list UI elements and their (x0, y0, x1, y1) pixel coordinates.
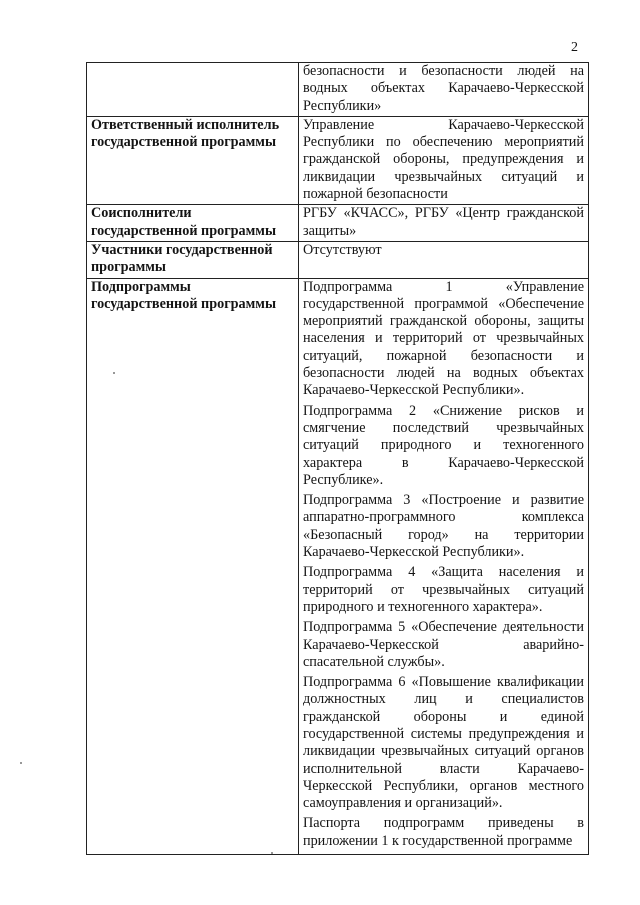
subprogram-item: Подпрограмма 5 «Обеспечение деятельности Карачаево-Черкесской аварийно-спасательной службы». (303, 619, 584, 670)
scan-speck (271, 852, 273, 854)
page-number: 2 (571, 40, 578, 55)
program-passport-table (86, 62, 589, 855)
table-row (87, 241, 589, 278)
subprogram-item: Подпрограмма 2 «Снижение рисков и смягчение последствий чрезвычайных ситуаций природного и техногенного характера в Карачаево-Черкесской Республике». (303, 402, 584, 488)
row-label (87, 63, 299, 117)
table-row (87, 278, 589, 854)
table-row (87, 63, 589, 117)
table-row (87, 205, 589, 242)
row-label: Подпрограммы государственной программы (87, 278, 299, 854)
subprogram-item: Подпрограмма 1 «Управление государственной программой «Обеспечение мероприятий гражданской обороны, защиты населения и территорий от чрезвычайных ситуаций, пожарной безопасности и безопасности людей на водных объектах Карачаево-Черкесской Республики». (303, 278, 584, 399)
row-label: Ответственный исполнитель государственной программы (87, 116, 299, 204)
subprogram-item: Подпрограмма 3 «Построение и развитие аппаратно-программного комплекса «Безопасный город» на территории Карачаево-Черкесской Республики». (303, 492, 584, 561)
row-content: безопасности и безопасности людей на водных объектах Карачаево-Черкесской Республики» (299, 63, 589, 117)
row-label: Соисполнители государственной программы (87, 205, 299, 242)
table-row (87, 116, 589, 204)
subprograms-passport-note: Паспорта подпрограмм приведены в приложении 1 к государственной программе (303, 815, 584, 849)
row-content: РГБУ «КЧАСС», РГБУ «Центр гражданской защиты» (299, 205, 589, 242)
subprogram-item: Подпрограмма 4 «Защита населения и территорий от чрезвычайных ситуаций природного и техногенного характера». (303, 564, 584, 615)
scan-speck (113, 372, 115, 374)
subprograms-list (299, 278, 589, 854)
subprogram-item: Подпрограмма 6 «Повышение квалификации должностных лиц и специалистов гражданской обороны и единой государственной системы предупреждения и ликвидации чрезвычайных ситуаций органов исполнительной власти Карачаево-Черкесской Республики, органов местного самоуправления и организаций». (303, 674, 584, 812)
row-content: Отсутствуют (299, 241, 589, 278)
row-content: Управление Карачаево-Черкесской Республики по обеспечению мероприятий гражданской обороны, предупреждения и ликвидации чрезвычайных ситуаций и пожарной безопасности (299, 116, 589, 204)
row-label: Участники государственной программы (87, 241, 299, 278)
scan-speck (20, 762, 22, 764)
